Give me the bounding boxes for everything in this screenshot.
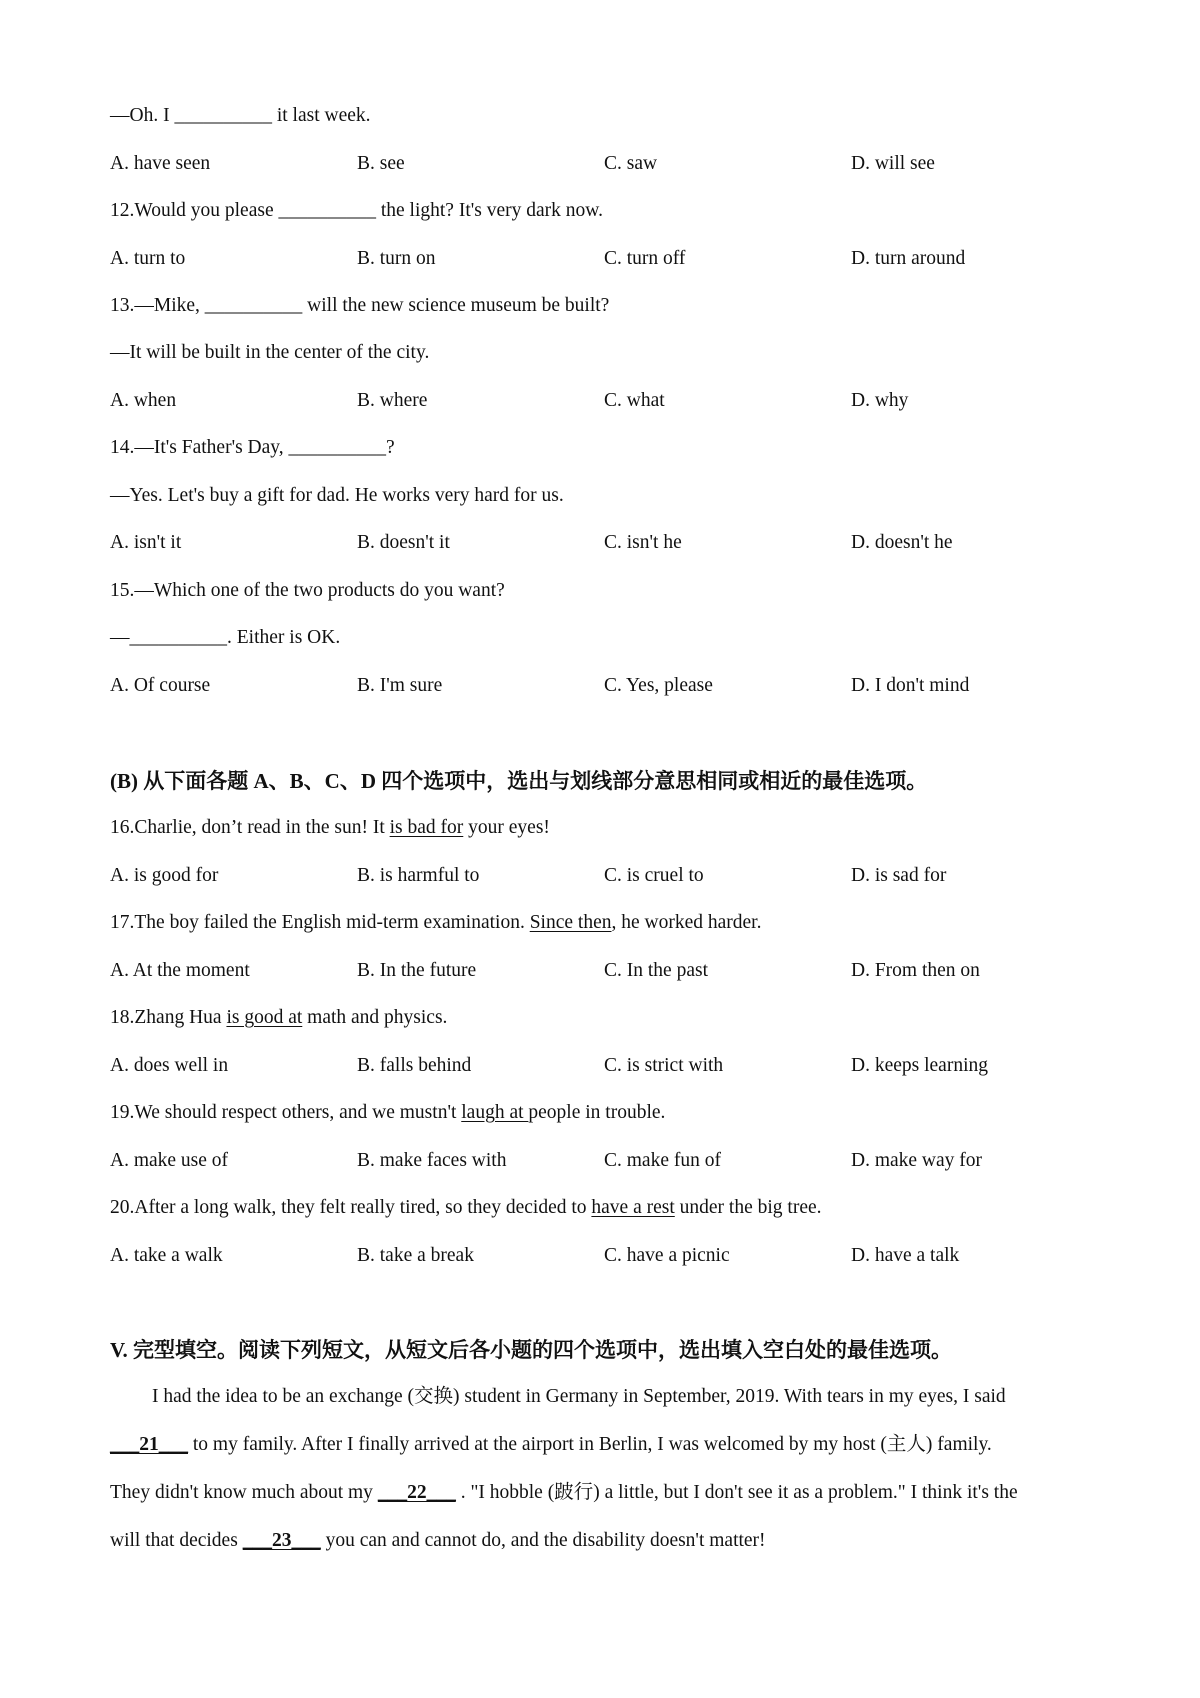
q14-option-c: C. isn't he bbox=[604, 532, 682, 553]
q16-text-before: 16.Charlie, don’t read in the sun! It bbox=[110, 817, 390, 838]
cloze-blank-21: ___21___ bbox=[110, 1434, 188, 1455]
cloze-line-2-text: to my family. After I finally arrived at the airport in Berlin, I was welcomed by my host (主人) family. bbox=[188, 1434, 992, 1455]
q17-text-before: 17.The boy failed the English mid-term examination. bbox=[110, 912, 530, 933]
q11-option-b: B. see bbox=[357, 153, 405, 174]
q14-option-d: D. doesn't he bbox=[851, 532, 953, 553]
q17-text-after: , he worked harder. bbox=[611, 912, 762, 933]
q15-option-d: D. I don't mind bbox=[851, 675, 970, 696]
q15-option-c: C. Yes, please bbox=[604, 675, 713, 696]
q16-option-d: D. is sad for bbox=[851, 865, 947, 886]
q20-option-d: D. have a talk bbox=[851, 1245, 960, 1266]
q16-option-c: C. is cruel to bbox=[604, 865, 704, 886]
q15-option-a: A. Of course bbox=[110, 675, 211, 696]
q18-text-before: 18.Zhang Hua bbox=[110, 1007, 227, 1028]
q12-option-d: D. turn around bbox=[851, 248, 966, 269]
cloze-passage-line-2 bbox=[110, 1432, 992, 1458]
q19-text-before: 19.We should respect others, and we mustn't bbox=[110, 1102, 462, 1123]
q18-option-a: A. does well in bbox=[110, 1055, 229, 1076]
q20-text-after: under the big tree. bbox=[674, 1197, 822, 1218]
q18-text-after: math and physics. bbox=[302, 1007, 448, 1028]
q19-option-a: A. make use of bbox=[110, 1150, 229, 1171]
question-16-stem bbox=[110, 815, 550, 841]
question-14-stem: 14.—It's Father's Day, __________? bbox=[110, 437, 395, 458]
q17-option-a: A. At the moment bbox=[110, 960, 250, 981]
q11-option-a: A. have seen bbox=[110, 153, 211, 174]
cloze-line-3-text-b: . "I hobble (跛行) a little, but I don't see it as a problem." I think it's the bbox=[455, 1482, 1018, 1503]
q16-text-after: your eyes! bbox=[463, 817, 550, 838]
question-14-reply: —Yes. Let's buy a gift for dad. He works very hard for us. bbox=[110, 485, 564, 506]
q13-option-b: B. where bbox=[357, 390, 428, 411]
q17-option-b: B. In the future bbox=[357, 960, 477, 981]
q16-option-a: A. is good for bbox=[110, 865, 219, 886]
q16-underlined-phrase: is bad for bbox=[389, 817, 464, 838]
q17-option-c: C. In the past bbox=[604, 960, 708, 981]
cloze-line-4-text-b: you can and cannot do, and the disability doesn't matter! bbox=[320, 1530, 766, 1551]
section-b-heading: (B) 从下面各题 A、B、C、D 四个选项中，选出与划线部分意思相同或相近的最佳选项。 bbox=[110, 769, 928, 793]
question-17-stem bbox=[110, 910, 761, 936]
q20-underlined-phrase: have a rest bbox=[591, 1197, 675, 1218]
question-18-stem bbox=[110, 1005, 447, 1031]
question-12-stem: 12.Would you please __________ the light? It's very dark now. bbox=[110, 200, 603, 221]
cloze-passage-line-1: I had the idea to be an exchange (交换) student in Germany in September, 2019. With tears in my eyes, I said bbox=[152, 1386, 1006, 1407]
question-15-stem: 15.—Which one of the two products do you want? bbox=[110, 580, 505, 601]
q15-option-b: B. I'm sure bbox=[357, 675, 443, 696]
question-13-reply: —It will be built in the center of the city. bbox=[110, 342, 430, 363]
cloze-line-3-text-a: They didn't know much about my bbox=[110, 1482, 378, 1503]
question-15-reply: —__________. Either is OK. bbox=[110, 627, 341, 648]
q16-option-b: B. is harmful to bbox=[357, 865, 480, 886]
q18-option-c: C. is strict with bbox=[604, 1055, 724, 1076]
question-13-stem: 13.—Mike, __________ will the new science museum be built? bbox=[110, 295, 610, 316]
q19-underlined-phrase: laugh at bbox=[461, 1102, 529, 1123]
q17-underlined-phrase: Since then bbox=[529, 912, 612, 933]
q20-text-before: 20.After a long walk, they felt really tired, so they decided to bbox=[110, 1197, 592, 1218]
question-11-line: —Oh. I __________ it last week. bbox=[110, 105, 371, 126]
q11-option-c: C. saw bbox=[604, 153, 658, 174]
q20-option-c: C. have a picnic bbox=[604, 1245, 730, 1266]
q19-text-after: people in trouble. bbox=[528, 1102, 666, 1123]
q11-option-d: D. will see bbox=[851, 153, 935, 174]
q19-option-b: B. make faces with bbox=[357, 1150, 507, 1171]
cloze-blank-22: ___22___ bbox=[377, 1482, 456, 1503]
q13-option-a: A. when bbox=[110, 390, 177, 411]
q17-option-d: D. From then on bbox=[851, 960, 980, 981]
question-20-stem bbox=[110, 1195, 822, 1221]
question-19-stem bbox=[110, 1100, 665, 1126]
cloze-line-4-text-a: will that decides bbox=[110, 1530, 243, 1551]
q12-option-a: A. turn to bbox=[110, 248, 186, 269]
cloze-blank-23: ___23___ bbox=[242, 1530, 321, 1551]
section-v-heading: V. 完型填空。阅读下列短文，从短文后各小题的四个选项中，选出填入空白处的最佳选项。 bbox=[110, 1338, 952, 1362]
q14-option-a: A. isn't it bbox=[110, 532, 182, 553]
q14-option-b: B. doesn't it bbox=[357, 532, 450, 553]
q18-option-b: B. falls behind bbox=[357, 1055, 472, 1076]
q13-option-d: D. why bbox=[851, 390, 909, 411]
q19-option-c: C. make fun of bbox=[604, 1150, 721, 1171]
q12-option-b: B. turn on bbox=[357, 248, 436, 269]
cloze-passage-line-3 bbox=[110, 1480, 1018, 1506]
q13-option-c: C. what bbox=[604, 390, 665, 411]
q18-underlined-phrase: is good at bbox=[226, 1007, 303, 1028]
q18-option-d: D. keeps learning bbox=[851, 1055, 988, 1076]
q20-option-a: A. take a walk bbox=[110, 1245, 223, 1266]
q19-option-d: D. make way for bbox=[851, 1150, 983, 1171]
q20-option-b: B. take a break bbox=[357, 1245, 474, 1266]
q12-option-c: C. turn off bbox=[604, 248, 686, 269]
cloze-passage-line-4 bbox=[110, 1528, 766, 1554]
